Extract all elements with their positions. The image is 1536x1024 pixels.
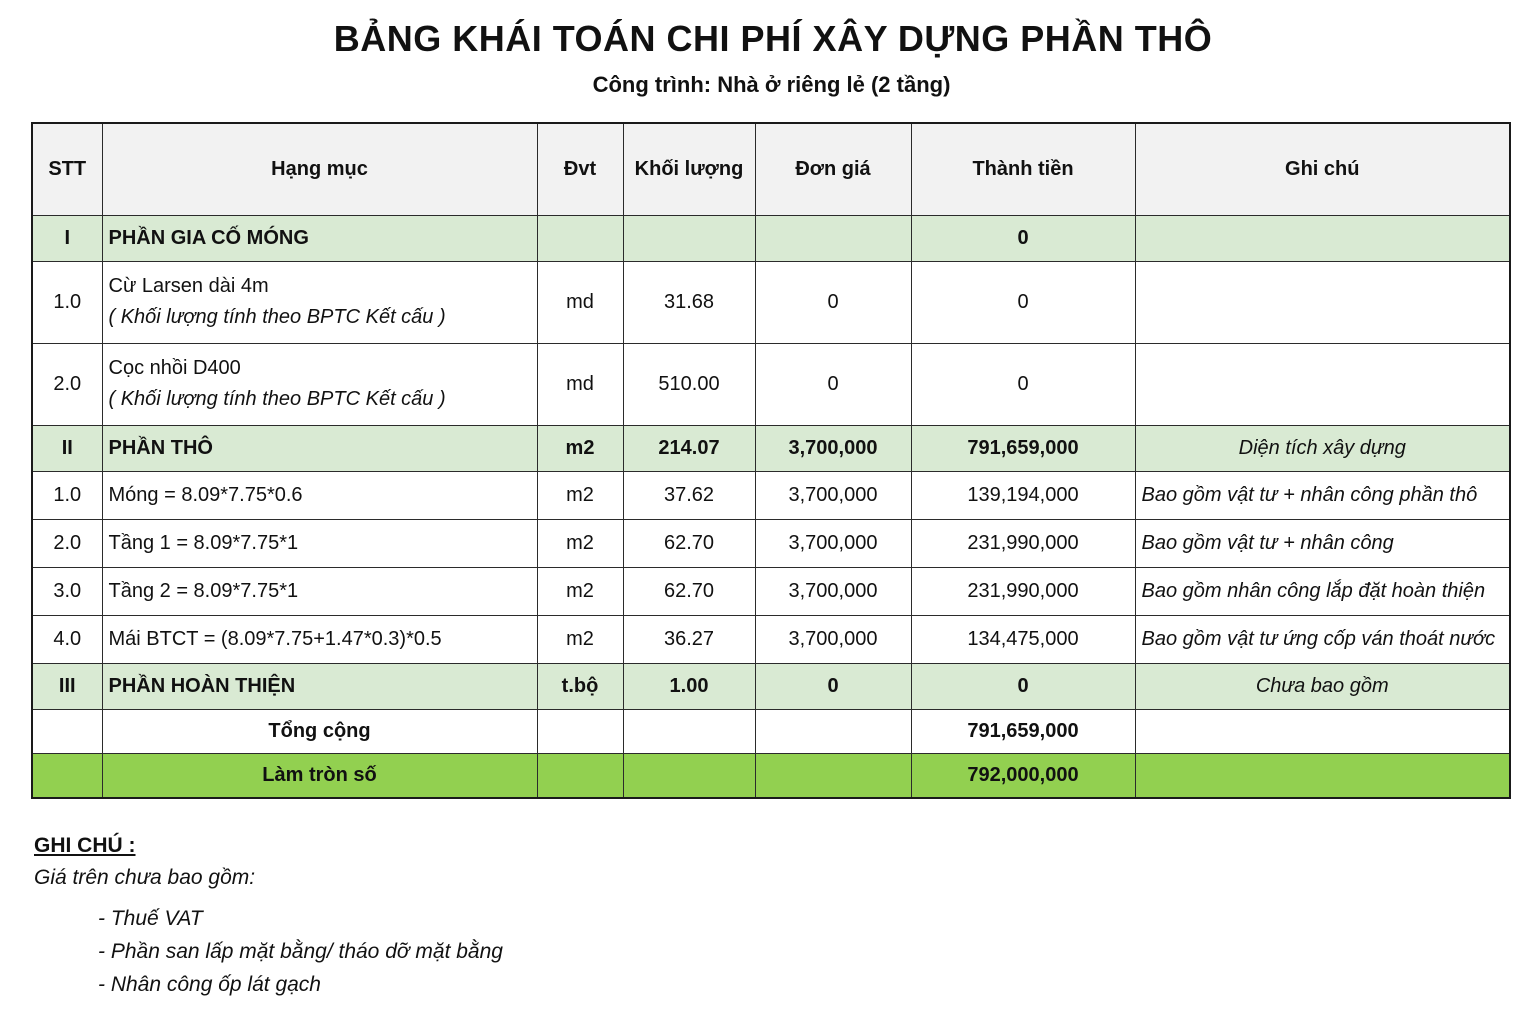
header-unit: Đvt bbox=[537, 123, 623, 215]
cell-amount: 0 bbox=[911, 663, 1135, 709]
cell-item: PHẦN GIA CỐ MÓNG bbox=[102, 215, 537, 261]
cell-stt: 1.0 bbox=[32, 471, 102, 519]
cell-qty: 37.62 bbox=[623, 471, 755, 519]
item-subnote: ( Khối lượng tính theo BPTC Kết cấu ) bbox=[108, 388, 446, 410]
cell-unit: md bbox=[537, 343, 623, 425]
cell-price bbox=[755, 215, 911, 261]
cell-note bbox=[1135, 343, 1510, 425]
item-label: Cọc nhồi D400 bbox=[108, 357, 241, 379]
cell-qty bbox=[623, 753, 755, 798]
total-row bbox=[32, 709, 1510, 753]
table-header-row bbox=[32, 123, 1510, 215]
cell-note: Bao gồm vật tư + nhân công bbox=[1135, 519, 1510, 567]
cell-amount: 139,194,000 bbox=[911, 471, 1135, 519]
cell-item: Móng = 8.09*7.75*0.6 bbox=[102, 471, 537, 519]
cell-item: Tầng 1 = 8.09*7.75*1 bbox=[102, 519, 537, 567]
section-row bbox=[32, 215, 1510, 261]
cell-amount: 0 bbox=[911, 215, 1135, 261]
cell-stt: 2.0 bbox=[32, 519, 102, 567]
section-row bbox=[32, 663, 1510, 709]
cell-note: Bao gồm vật tư ứng cốp ván thoát nước bbox=[1135, 615, 1510, 663]
cell-stt: 4.0 bbox=[32, 615, 102, 663]
cell-note: Bao gồm nhân công lắp đặt hoàn thiện bbox=[1135, 567, 1510, 615]
cell-unit: md bbox=[537, 261, 623, 343]
cell-stt: 2.0 bbox=[32, 343, 102, 425]
table-row bbox=[32, 471, 1510, 519]
page-subtitle: Công trình: Nhà ở riêng lẻ (2 tầng) bbox=[592, 72, 951, 97]
cell-qty: 36.27 bbox=[623, 615, 755, 663]
cell-stt: I bbox=[32, 215, 102, 261]
cell-unit bbox=[537, 215, 623, 261]
cell-unit bbox=[537, 709, 623, 753]
table-row bbox=[32, 261, 1510, 343]
cell-stt: 1.0 bbox=[32, 261, 102, 343]
cell-stt: 3.0 bbox=[32, 567, 102, 615]
estimate-table bbox=[31, 122, 1511, 799]
item-label: Cừ Larsen dài 4m bbox=[108, 275, 269, 297]
cell-stt: III bbox=[32, 663, 102, 709]
cell-price bbox=[755, 753, 911, 798]
cell-price: 3,700,000 bbox=[755, 567, 911, 615]
rounded-amount: 792,000,000 bbox=[911, 753, 1135, 798]
total-label: Tổng cộng bbox=[102, 709, 537, 753]
header-note: Ghi chú bbox=[1135, 123, 1510, 215]
cell-price: 3,700,000 bbox=[755, 425, 911, 471]
cell-qty: 510.00 bbox=[623, 343, 755, 425]
page-title: BẢNG KHÁI TOÁN CHI PHÍ XÂY DỰNG PHẦN THÔ bbox=[333, 18, 1213, 59]
cell-note bbox=[1135, 753, 1510, 798]
cell-unit: m2 bbox=[537, 425, 623, 471]
cell-note: Bao gồm vật tư + nhân công phần thô bbox=[1135, 471, 1510, 519]
cell-price: 0 bbox=[755, 261, 911, 343]
cell-item bbox=[102, 343, 537, 425]
cell-price: 0 bbox=[755, 343, 911, 425]
cell-stt bbox=[32, 709, 102, 753]
notes-list bbox=[34, 902, 503, 1001]
header-price: Đơn giá bbox=[755, 123, 911, 215]
cell-qty bbox=[623, 215, 755, 261]
cell-qty: 1.00 bbox=[623, 663, 755, 709]
header-stt: STT bbox=[32, 123, 102, 215]
notes-intro: Giá trên chưa bao gồm: bbox=[34, 866, 256, 889]
list-item: - Nhân công ốp lát gạch bbox=[98, 973, 321, 996]
cell-price: 3,700,000 bbox=[755, 471, 911, 519]
header-item: Hạng mục bbox=[102, 123, 537, 215]
header-amount: Thành tiền bbox=[911, 123, 1135, 215]
cell-amount: 791,659,000 bbox=[911, 425, 1135, 471]
cell-price bbox=[755, 709, 911, 753]
cell-note: Diện tích xây dựng bbox=[1135, 425, 1510, 471]
cell-price: 0 bbox=[755, 663, 911, 709]
table-row bbox=[32, 519, 1510, 567]
table-row bbox=[32, 343, 1510, 425]
cell-note bbox=[1135, 261, 1510, 343]
cell-unit: m2 bbox=[537, 615, 623, 663]
cell-item bbox=[102, 261, 537, 343]
cell-price: 3,700,000 bbox=[755, 615, 911, 663]
total-amount: 791,659,000 bbox=[911, 709, 1135, 753]
cell-qty bbox=[623, 709, 755, 753]
header-qty: Khối lượng bbox=[623, 123, 755, 215]
table-row bbox=[32, 567, 1510, 615]
cell-amount: 0 bbox=[911, 261, 1135, 343]
rounded-row bbox=[32, 753, 1510, 798]
cell-unit: m2 bbox=[537, 519, 623, 567]
cell-note bbox=[1135, 215, 1510, 261]
cell-item: PHẦN HOÀN THIỆN bbox=[102, 663, 537, 709]
cell-amount: 231,990,000 bbox=[911, 519, 1135, 567]
cell-item: Tầng 2 = 8.09*7.75*1 bbox=[102, 567, 537, 615]
notes-heading: GHI CHÚ : bbox=[34, 834, 136, 857]
cell-price: 3,700,000 bbox=[755, 519, 911, 567]
cell-unit: m2 bbox=[537, 471, 623, 519]
item-subnote: ( Khối lượng tính theo BPTC Kết cấu ) bbox=[108, 306, 446, 328]
cell-amount: 134,475,000 bbox=[911, 615, 1135, 663]
cell-stt bbox=[32, 753, 102, 798]
cell-amount: 231,990,000 bbox=[911, 567, 1135, 615]
cell-item: Mái BTCT = (8.09*7.75+1.47*0.3)*0.5 bbox=[102, 615, 537, 663]
cell-qty: 62.70 bbox=[623, 519, 755, 567]
cell-unit: t.bộ bbox=[537, 663, 623, 709]
rounded-label: Làm tròn số bbox=[102, 753, 537, 798]
cell-qty: 62.70 bbox=[623, 567, 755, 615]
table-row bbox=[32, 615, 1510, 663]
cell-unit bbox=[537, 753, 623, 798]
notes-section bbox=[34, 834, 503, 1001]
section-row bbox=[32, 425, 1510, 471]
cell-qty: 31.68 bbox=[623, 261, 755, 343]
cell-qty: 214.07 bbox=[623, 425, 755, 471]
cell-unit: m2 bbox=[537, 567, 623, 615]
list-item: - Thuế VAT bbox=[98, 907, 203, 930]
list-item: - Phần san lấp mặt bằng/ tháo dỡ mặt bằng bbox=[98, 940, 503, 963]
cell-item: PHẦN THÔ bbox=[102, 425, 537, 471]
cell-amount: 0 bbox=[911, 343, 1135, 425]
cell-note bbox=[1135, 709, 1510, 753]
cell-note: Chưa bao gồm bbox=[1135, 663, 1510, 709]
cell-stt: II bbox=[32, 425, 102, 471]
